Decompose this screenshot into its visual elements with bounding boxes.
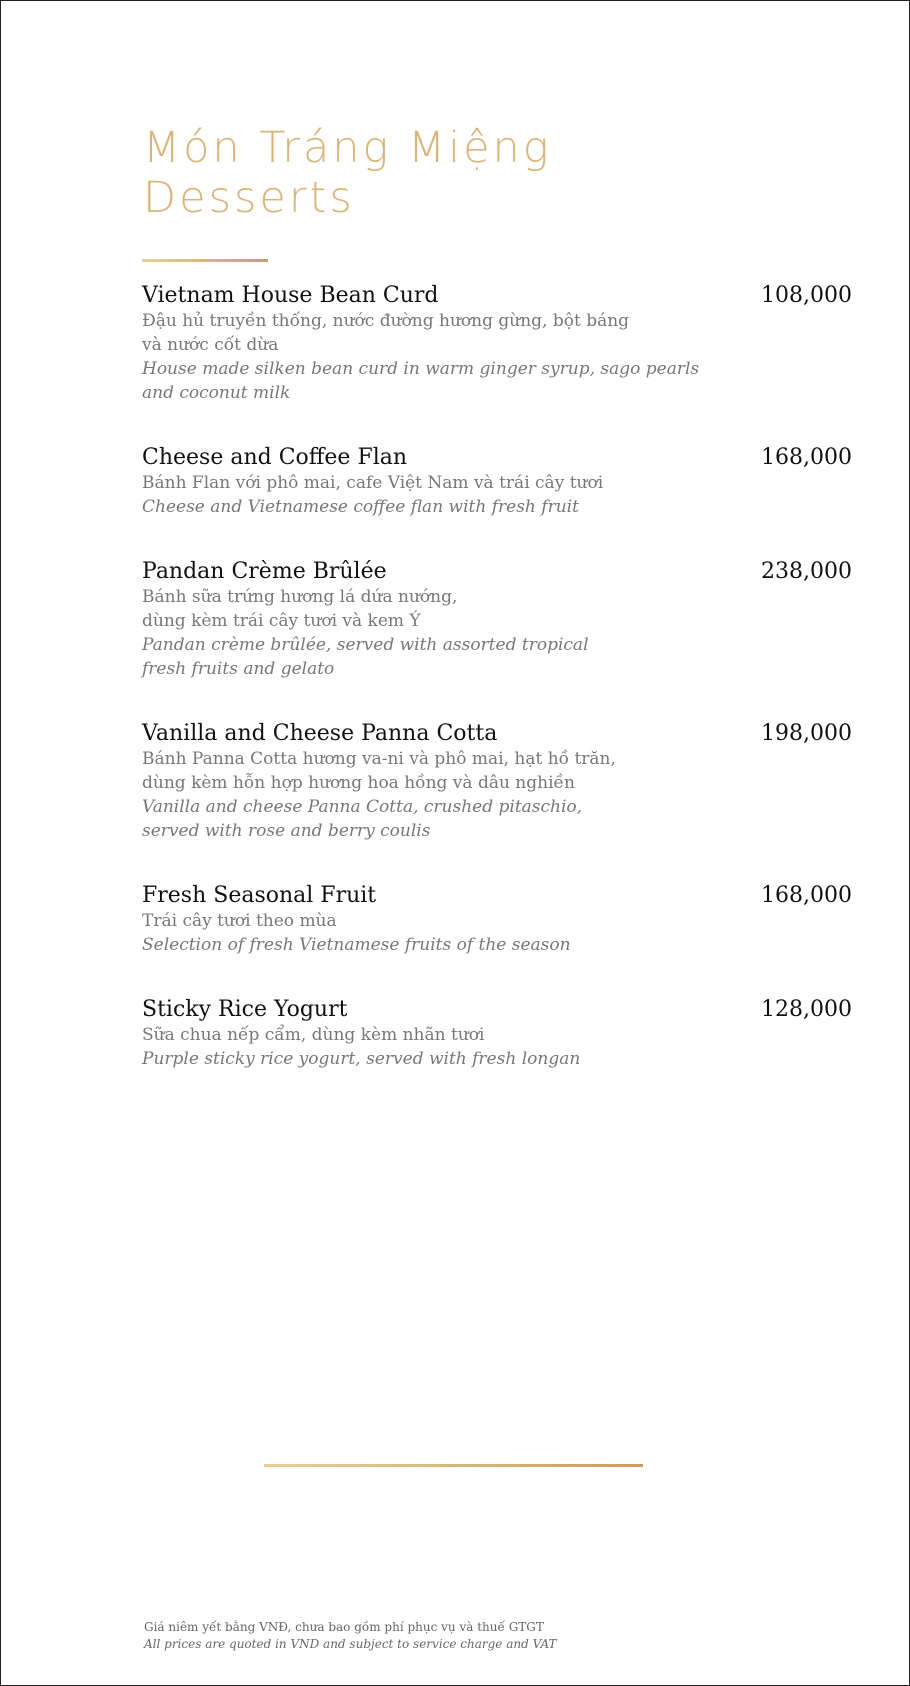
item-description-en-line: served with rose and berry coulis [142, 821, 431, 841]
menu-item-creme-brulee [142, 559, 852, 681]
item-description-vi-line: Bánh sữa trứng hương lá dứa nướng, [142, 587, 458, 607]
page-title [143, 123, 552, 223]
item-description-vi [142, 747, 742, 795]
title-divider [142, 259, 268, 262]
price-note [144, 1619, 556, 1653]
item-price: 168,000 [761, 445, 852, 470]
item-description-en-line: and coconut milk [142, 383, 291, 403]
item-description-vi [142, 1023, 742, 1047]
item-description-en [142, 495, 742, 519]
title-english: Desserts [143, 173, 355, 223]
item-description-en-line: Vanilla and cheese Panna Cotta, crushed pitaschio, [142, 797, 583, 817]
item-description-en [142, 933, 742, 957]
item-description-en [142, 795, 742, 843]
item-price: 108,000 [761, 283, 852, 308]
footer-divider [264, 1464, 643, 1467]
item-description-vi [142, 309, 742, 357]
item-name: Pandan Crème Brûlée [142, 559, 387, 584]
item-name: Sticky Rice Yogurt [142, 997, 348, 1022]
item-description-en-line: House made silken bean curd in warm ginger syrup, sago pearls [142, 359, 700, 379]
item-description-en-line: Selection of fresh Vietnamese fruits of the season [142, 935, 571, 955]
item-description-en [142, 633, 742, 681]
item-description-vi [142, 471, 742, 495]
title-vietnamese: Món Tráng Miệng [143, 123, 552, 173]
item-description-en-line: Pandan crème brûlée, served with assorted tropical [142, 635, 589, 655]
item-description-en-line: Cheese and Vietnamese coffee flan with fresh fruit [142, 497, 579, 517]
menu-item-bean-curd [142, 283, 852, 405]
item-price: 128,000 [761, 997, 852, 1022]
item-description-en-line: Purple sticky rice yogurt, served with fresh longan [142, 1049, 581, 1069]
item-description-en [142, 357, 742, 405]
item-description-vi-line: Bánh Panna Cotta hương va-ni và phô mai, hạt hồ trăn, [142, 749, 616, 769]
item-description-vi-line: Bánh Flan với phô mai, cafe Việt Nam và trái cây tươi [142, 473, 604, 493]
menu-item-sticky-rice-yogurt [142, 997, 852, 1071]
item-name: Fresh Seasonal Fruit [142, 883, 377, 908]
item-price: 198,000 [761, 721, 852, 746]
item-name: Vanilla and Cheese Panna Cotta [142, 721, 498, 746]
item-description-vi [142, 585, 742, 633]
item-description-vi-line: Đậu hủ truyền thống, nước đường hương gừng, bột báng [142, 311, 630, 331]
item-description-vi-line: Trái cây tươi theo mùa [142, 911, 337, 931]
item-description-en [142, 1047, 742, 1071]
price-note-vi: Giá niêm yết bằng VNĐ, chưa bao gồm phí phục vụ và thuế GTGT [144, 1620, 544, 1634]
price-note-en: All prices are quoted in VND and subject to service charge and VAT [144, 1637, 557, 1651]
item-name: Cheese and Coffee Flan [142, 445, 408, 470]
item-description-vi-line: dùng kèm trái cây tươi và kem Ý [142, 611, 421, 631]
item-name: Vietnam House Bean Curd [142, 283, 439, 308]
item-description-vi-line: Sữa chua nếp cẩm, dùng kèm nhãn tươi [142, 1025, 485, 1045]
item-description-vi [142, 909, 742, 933]
item-description-vi-line: và nước cốt dừa [142, 335, 279, 355]
menu-item-panna-cotta [142, 721, 852, 843]
menu-item-flan [142, 445, 852, 519]
item-price: 238,000 [761, 559, 852, 584]
menu-item-seasonal-fruit [142, 883, 852, 957]
item-price: 168,000 [761, 883, 852, 908]
item-description-en-line: fresh fruits and gelato [142, 659, 335, 679]
item-description-vi-line: dùng kèm hỗn hợp hương hoa hồng và dâu nghiền [142, 773, 575, 793]
